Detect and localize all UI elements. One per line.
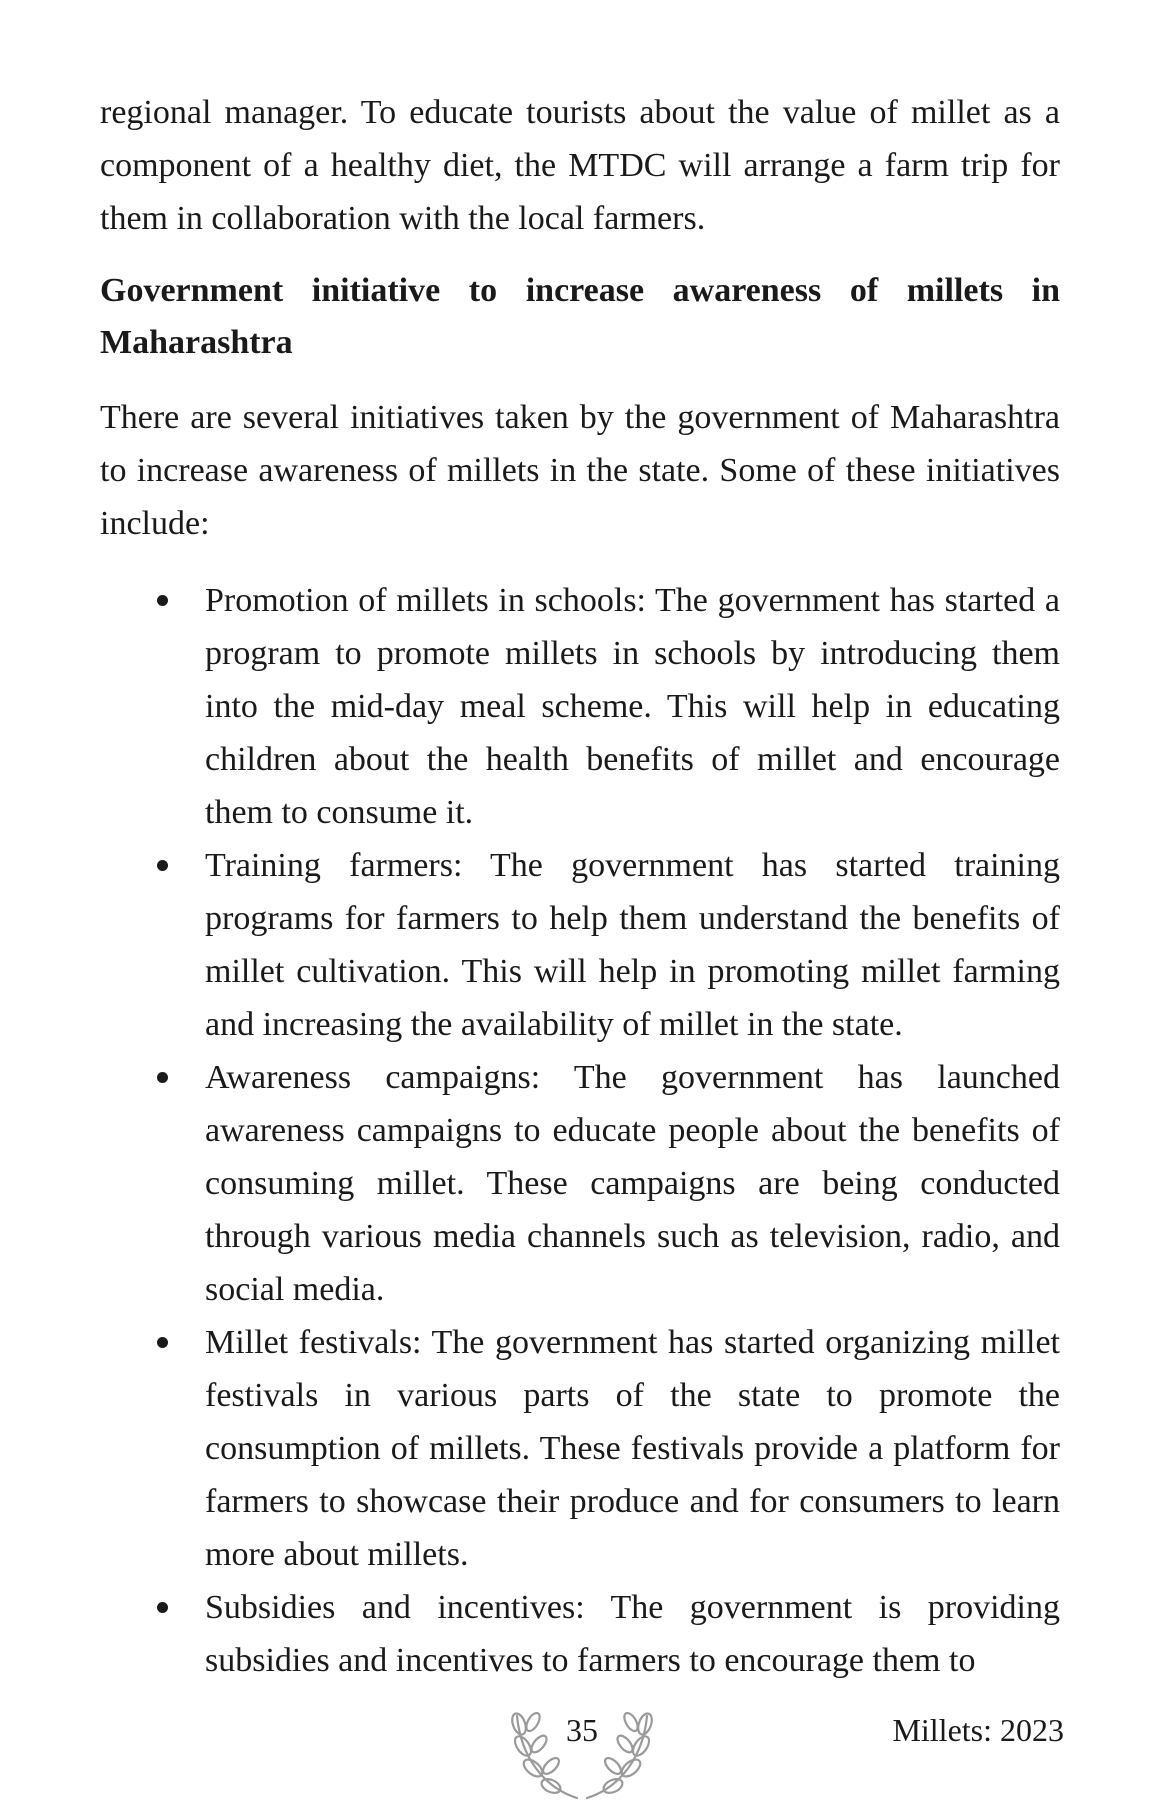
bullet-icon: [157, 860, 168, 871]
section-heading: Government initiative to increase awareness of millets in Maharashtra: [100, 272, 1060, 361]
list-item: [100, 1051, 1060, 1316]
bullet-icon: [157, 1072, 168, 1083]
intro-paragraph: regional manager. To educate tourists about the value of millet as a component of a healthy diet, the MTDC will arrange a farm trip for them in collaboration with the local farmers.: [100, 94, 1060, 237]
list-item: [100, 574, 1060, 839]
list-item-text: Subsidies and incentives: The government is providing subsidies and incentives to farmers to encourage them to: [205, 1589, 1060, 1679]
list-item-text: Awareness campaigns: The government has launched awareness campaigns to educate people about the benefits of consuming millet. These campaigns are being conducted through various media channels such as television, radio, and social media.: [205, 1059, 1060, 1308]
page-body: [100, 86, 1060, 1687]
list-item: [100, 1581, 1060, 1687]
bullet-icon: [157, 1337, 168, 1348]
list-item-text: Millet festivals: The government has started organizing millet festivals in various parts of the state to promote the consumption of millets. These festivals provide a platform for farmers to showcase their produce and for consumers to learn more about millets.: [205, 1324, 1060, 1573]
list-item-text: Promotion of millets in schools: The government has started a program to promote millets in schools by introducing them into the mid-day meal scheme. This will help in educating children about the health benefits of millet and encourage them to consume it.: [205, 582, 1060, 831]
list-item: [100, 1316, 1060, 1581]
section-intro-paragraph: There are several initiatives taken by the government of Maharashtra to increase awareness of millets in the state. Some of these initiatives include:: [100, 399, 1060, 542]
list-item: [100, 839, 1060, 1051]
initiatives-list: [100, 574, 1060, 1687]
list-item-text: Training farmers: The government has started training programs for farmers to help them understand the benefits of millet cultivation. This will help in promoting millet farming and increasing the availability of millet in the state.: [205, 847, 1060, 1043]
running-title: Millets: 2023: [892, 1712, 1064, 1748]
bullet-icon: [157, 1602, 168, 1613]
page-number: 35: [566, 1712, 598, 1748]
page-footer: [0, 1700, 1164, 1800]
bullet-icon: [157, 595, 168, 606]
